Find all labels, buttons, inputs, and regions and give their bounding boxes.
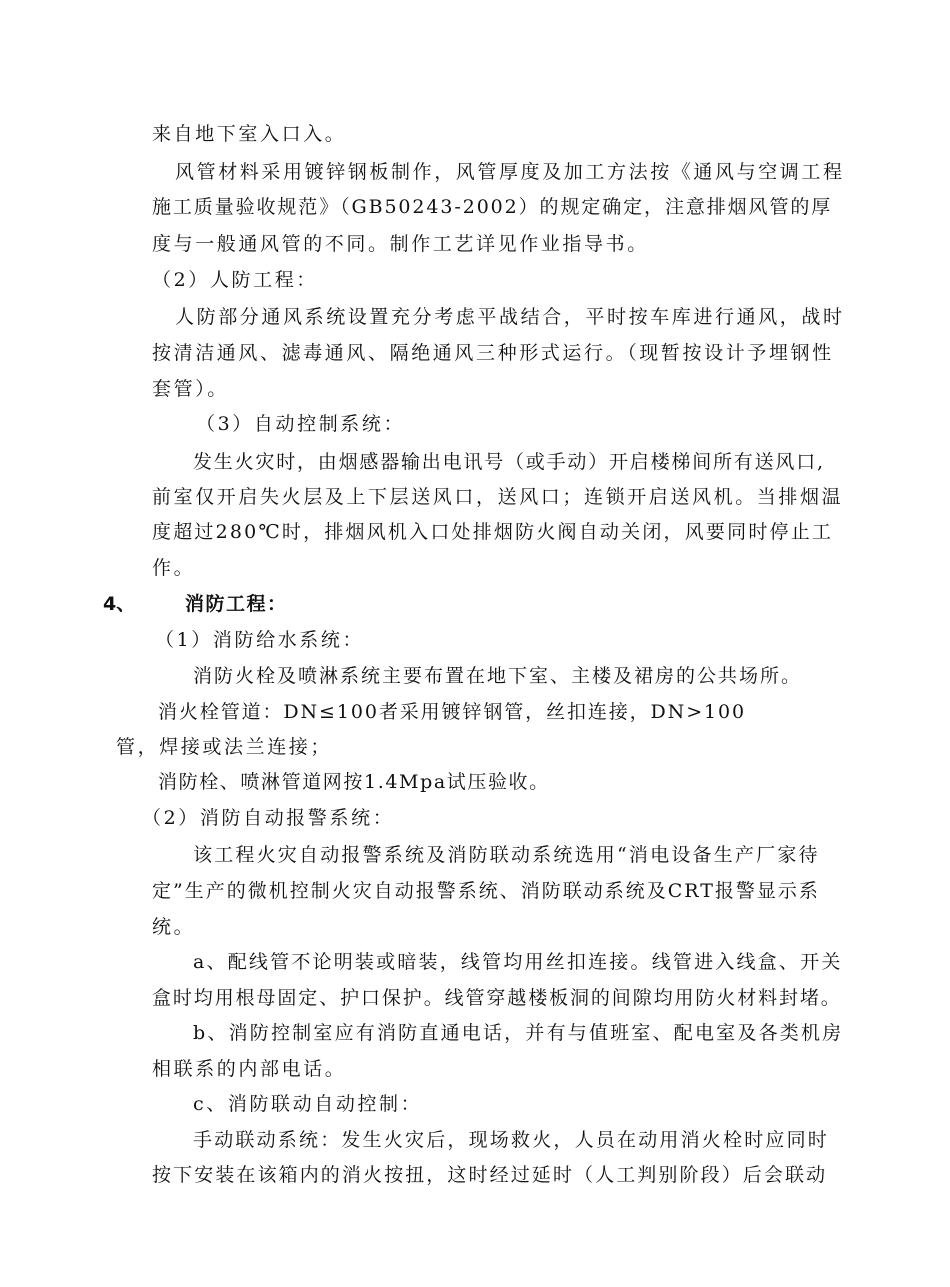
paragraph-line: 消火栓管道：DN≤100者采用镀锌钢管，丝扣连接，DN>100	[158, 701, 746, 723]
paragraph-line: 定”生产的微机控制火灾自动报警系统、消防联动系统及CRT报警显示系	[152, 880, 820, 902]
paragraph-line: 度与一般通风管的不同。制作工艺详见作业指导书。	[152, 233, 649, 255]
paragraph-line: 该工程火灾自动报警系统及消防联动系统选用“消电设备生产厂家待	[193, 844, 820, 866]
paragraph-line: 来自地下室入口入。	[152, 123, 347, 145]
section-number: 4、	[103, 593, 136, 615]
paragraph-line: 作。	[152, 557, 196, 579]
paragraph-line: 人防部分通风系统设置充分考虑平战结合，平时按车库进行通风，战时	[175, 306, 845, 328]
paragraph-line: 手动联动系统：发生火灾后，现场救火，人员在动用消火栓时应同时	[193, 1129, 830, 1151]
paragraph-line: 盒时均用根母固定、护口保护。线管穿越楼板洞的间隙均用防火材料封堵。	[152, 987, 842, 1009]
paragraph-line: 套管）。	[152, 378, 229, 400]
paragraph-line: 管，焊接或法兰连接；	[116, 736, 333, 758]
paragraph-line: c、消防联动自动控制：	[193, 1093, 423, 1115]
subsection-heading: （2）人防工程：	[152, 269, 318, 291]
paragraph-line: 施工质量验收规范》（GB50243-2002）的规定确定，注意排烟风管的厚	[152, 196, 833, 218]
paragraph-line: 按下安装在该箱内的消火按扭，这时经过延时（人工判别阶段）后会联动	[152, 1164, 828, 1186]
subsection-heading: （1）消防给水系统：	[155, 629, 365, 651]
paragraph-line: 消防栓、喷淋管道网按1.4Mpa试压验收。	[158, 771, 550, 793]
paragraph-line: b、消防控制室应有消防直通电话，并有与值班室、配电室及各类机房	[193, 1022, 844, 1044]
paragraph-line: 前室仅开启失火层及上下层送风口，送风口；连锁开启送风机。当排烟温	[152, 486, 844, 508]
paragraph-line: 发生火灾时，由烟感器输出电讯号（或手动）开启楼梯间所有送风口,	[193, 451, 825, 473]
paragraph-line: 统。	[152, 916, 196, 938]
subsection-heading: （3）自动控制系统：	[196, 413, 406, 435]
paragraph-line: a、配线管不论明装或暗装，线管均用丝扣连接。线管进入线盒、开关	[193, 951, 843, 973]
paragraph-line: 风管材料采用镀锌钢板制作，风管厚度及加工方法按《通风与空调工程	[175, 161, 845, 183]
paragraph-line: 相联系的内部电话。	[152, 1058, 347, 1080]
paragraph-line: 按清洁通风、滤毒通风、隔绝通风三种形式运行。（现暂按设计予埋钢性	[152, 342, 834, 364]
paragraph-line: 消防火栓及喷淋系统主要布置在地下室、主楼及裙房的公共场所。	[193, 665, 803, 687]
subsection-heading: （2）消防自动报警系统：	[142, 807, 395, 829]
paragraph-line: 度超过280℃时，排烟风机入口处排烟防火阀自动关闭，风要同时停止工	[152, 521, 834, 543]
section-title: 消防工程：	[185, 593, 288, 615]
